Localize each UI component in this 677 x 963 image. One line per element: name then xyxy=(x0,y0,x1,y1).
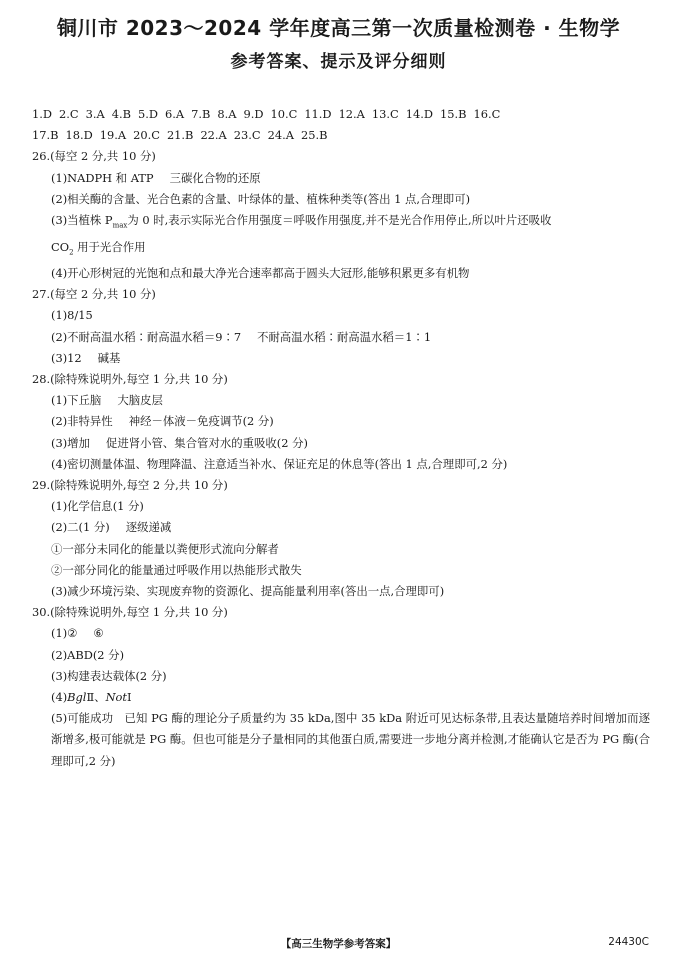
choice-answer: 17.B xyxy=(32,128,59,143)
choice-answer: 22.A xyxy=(200,128,227,143)
q26-answer-3-line-2 xyxy=(32,237,650,263)
choice-answer: 18.D xyxy=(65,128,93,143)
q27-answer-3-b: 碱基 xyxy=(97,350,121,365)
choice-answer: 25.B xyxy=(300,128,328,143)
choice-answer: 16.C xyxy=(473,107,501,121)
q30-answer-1-b: ⑥ xyxy=(93,626,104,641)
answer-body xyxy=(32,104,650,772)
choice-answer: 20.C xyxy=(133,128,160,143)
q26-answer-1-a: (1)NADPH 和 ATP xyxy=(51,170,154,185)
q28-answer-2-a: (2)非特异性 xyxy=(51,414,113,429)
q29-circle-item-1: ①一部分未同化的能量以粪便形式流向分解者 xyxy=(51,541,279,556)
q27-answer-2 xyxy=(32,327,650,348)
footer-label: 【高三生物学参考答案】 xyxy=(280,938,397,950)
q26-answer-3-sub: max xyxy=(112,221,128,230)
q26-co2-text: CO xyxy=(51,239,70,254)
q30-answer-1 xyxy=(32,623,650,644)
q29-heading: 29.(除特殊说明外,每空 2 分,共 10 分) xyxy=(32,478,228,493)
q28-answer-2 xyxy=(32,411,650,432)
choice-answer: 14.D xyxy=(405,107,433,121)
choice-answer: 12.A xyxy=(338,107,365,121)
choice-answers-line-1 xyxy=(32,104,650,125)
q30-answer-4 xyxy=(32,687,650,708)
q26-answer-3 xyxy=(32,210,650,236)
choice-answers-line-2 xyxy=(32,125,650,146)
q30-enzyme-1: Bgl xyxy=(67,690,87,705)
q29-answer-1: (1)化学信息(1 分) xyxy=(51,499,144,514)
q28-answer-1 xyxy=(32,390,650,411)
q29-answer-2 xyxy=(32,517,650,538)
choice-answer: 23.C xyxy=(233,128,261,143)
choice-answer: 3.A xyxy=(85,107,105,121)
q28-answer-1-a: (1)下丘脑 xyxy=(51,393,102,408)
choice-answer: 6.A xyxy=(164,107,185,121)
q26-answer-1-b: 三碳化合物的还原 xyxy=(169,170,261,185)
q30-answer-1-a: (1)② xyxy=(51,626,78,641)
q30-enzyme-1-roman: Ⅱ、 xyxy=(86,690,106,705)
q30-answer-3: (3)构建表达载体(2 分) xyxy=(51,668,167,683)
q29-answer-2-b: 逐级递减 xyxy=(125,520,172,535)
q27-answer-3 xyxy=(32,348,650,369)
q26-heading: 26.(每空 2 分,共 10 分) xyxy=(32,149,156,164)
q30-answer-5: (5)可能成功 已知 PG 酶的理论分子质量约为 35 kDa,图中 35 kDa 附近可见达标条带,且表达量随培养时间增加而逐渐增多,极可能就是 PG 酶。但也可能是分子量相同的其他蛋白质,需要进一步地分离并检测,才能确认它是否为 PG 酶(合理即可,2 分) xyxy=(51,711,650,768)
q29-circle-item-2: ②一部分同化的能量通过呼吸作用以热能形式散失 xyxy=(51,562,302,577)
choice-answer: 13.C xyxy=(371,107,399,121)
choice-answer: 1.D xyxy=(32,107,53,121)
choice-answer: 24.A xyxy=(267,128,294,143)
q27-answer-3-a: (3)12 xyxy=(51,350,82,365)
choice-answer: 8.A xyxy=(217,107,237,121)
choice-answer: 2.C xyxy=(59,107,79,121)
q28-answer-3-a: (3)增加 xyxy=(51,435,90,450)
q30-enzyme-2: Not xyxy=(105,690,127,705)
footer-code: 24430C xyxy=(608,936,649,948)
q29-answer-3: (3)减少环境污染、实现废弃物的资源化、提高能量利用率(答出一点,合理即可) xyxy=(51,584,445,599)
q30-heading: 30.(除特殊说明外,每空 1 分,共 10 分) xyxy=(32,605,228,620)
q28-heading: 28.(除特殊说明外,每空 1 分,共 10 分) xyxy=(32,372,228,386)
q30-enzyme-2-roman: Ⅰ xyxy=(127,690,132,705)
q27-answer-1: (1)8/15 xyxy=(51,308,93,323)
q26-answer-3-end: 用于光合作用 xyxy=(73,239,146,254)
q28-answer-4: (4)密切测量体温、物理降温、注意适当补水、保证充足的休息等(答出 1 点,合理即可,2 分) xyxy=(51,456,508,471)
page-subtitle: 参考答案、提示及评分细则 xyxy=(230,52,447,72)
q30-answer-2: (2)ABD(2 分) xyxy=(51,647,125,662)
q27-answer-2-a: (2)不耐高温水稻∶耐高温水稻＝9∶7 xyxy=(51,329,242,344)
choice-answer: 19.A xyxy=(99,128,127,143)
q27-answer-2-b: 不耐高温水稻∶耐高温水稻＝1∶1 xyxy=(257,329,432,344)
choice-answer: 15.B xyxy=(440,107,467,121)
q26-answer-3-pre: (3)当植株 P xyxy=(51,213,113,228)
q26-answer-4: (4)开心形树冠的光饱和点和最大净光合速率都高于圆头大冠形,能够积累更多有机物 xyxy=(51,265,470,280)
choice-answer: 5.D xyxy=(137,107,158,121)
choice-answer: 10.C xyxy=(270,107,298,121)
choice-answer: 21.B xyxy=(166,128,194,143)
q26-co2-sub: 2 xyxy=(69,247,74,256)
q26-answer-3-post: 为 0 时,表示实际光合作用强度＝呼吸作用强度,并不是光合作用停止,所以叶片还吸收 xyxy=(127,213,552,228)
page-title: 铜川市 2023～2024 学年度高三第一次质量检测卷 · 生物学 xyxy=(56,16,621,40)
q28-answer-2-b: 神经－体液－免疫调节(2 分) xyxy=(128,414,274,429)
q28-answer-3 xyxy=(32,433,650,454)
q28-answer-3-b: 促进肾小管、集合管对水的重吸收(2 分) xyxy=(105,435,308,450)
choice-answer: 4.B xyxy=(111,107,131,121)
choice-answer: 7.B xyxy=(191,107,211,121)
q28-answer-1-b: 大脑皮层 xyxy=(117,393,163,408)
q29-answer-2-a: (2)二(1 分) xyxy=(51,520,110,535)
choice-answer: 11.D xyxy=(304,107,332,121)
q27-heading: 27.(每空 2 分,共 10 分) xyxy=(32,287,156,302)
q26-answer-2: (2)相关酶的含量、光合色素的含量、叶绿体的量、植株种类等(答出 1 点,合理即可) xyxy=(51,191,471,206)
q30-answer-4-prefix: (4) xyxy=(51,690,68,705)
choice-answer: 9.D xyxy=(243,107,264,121)
q26-answer-1 xyxy=(32,168,650,189)
